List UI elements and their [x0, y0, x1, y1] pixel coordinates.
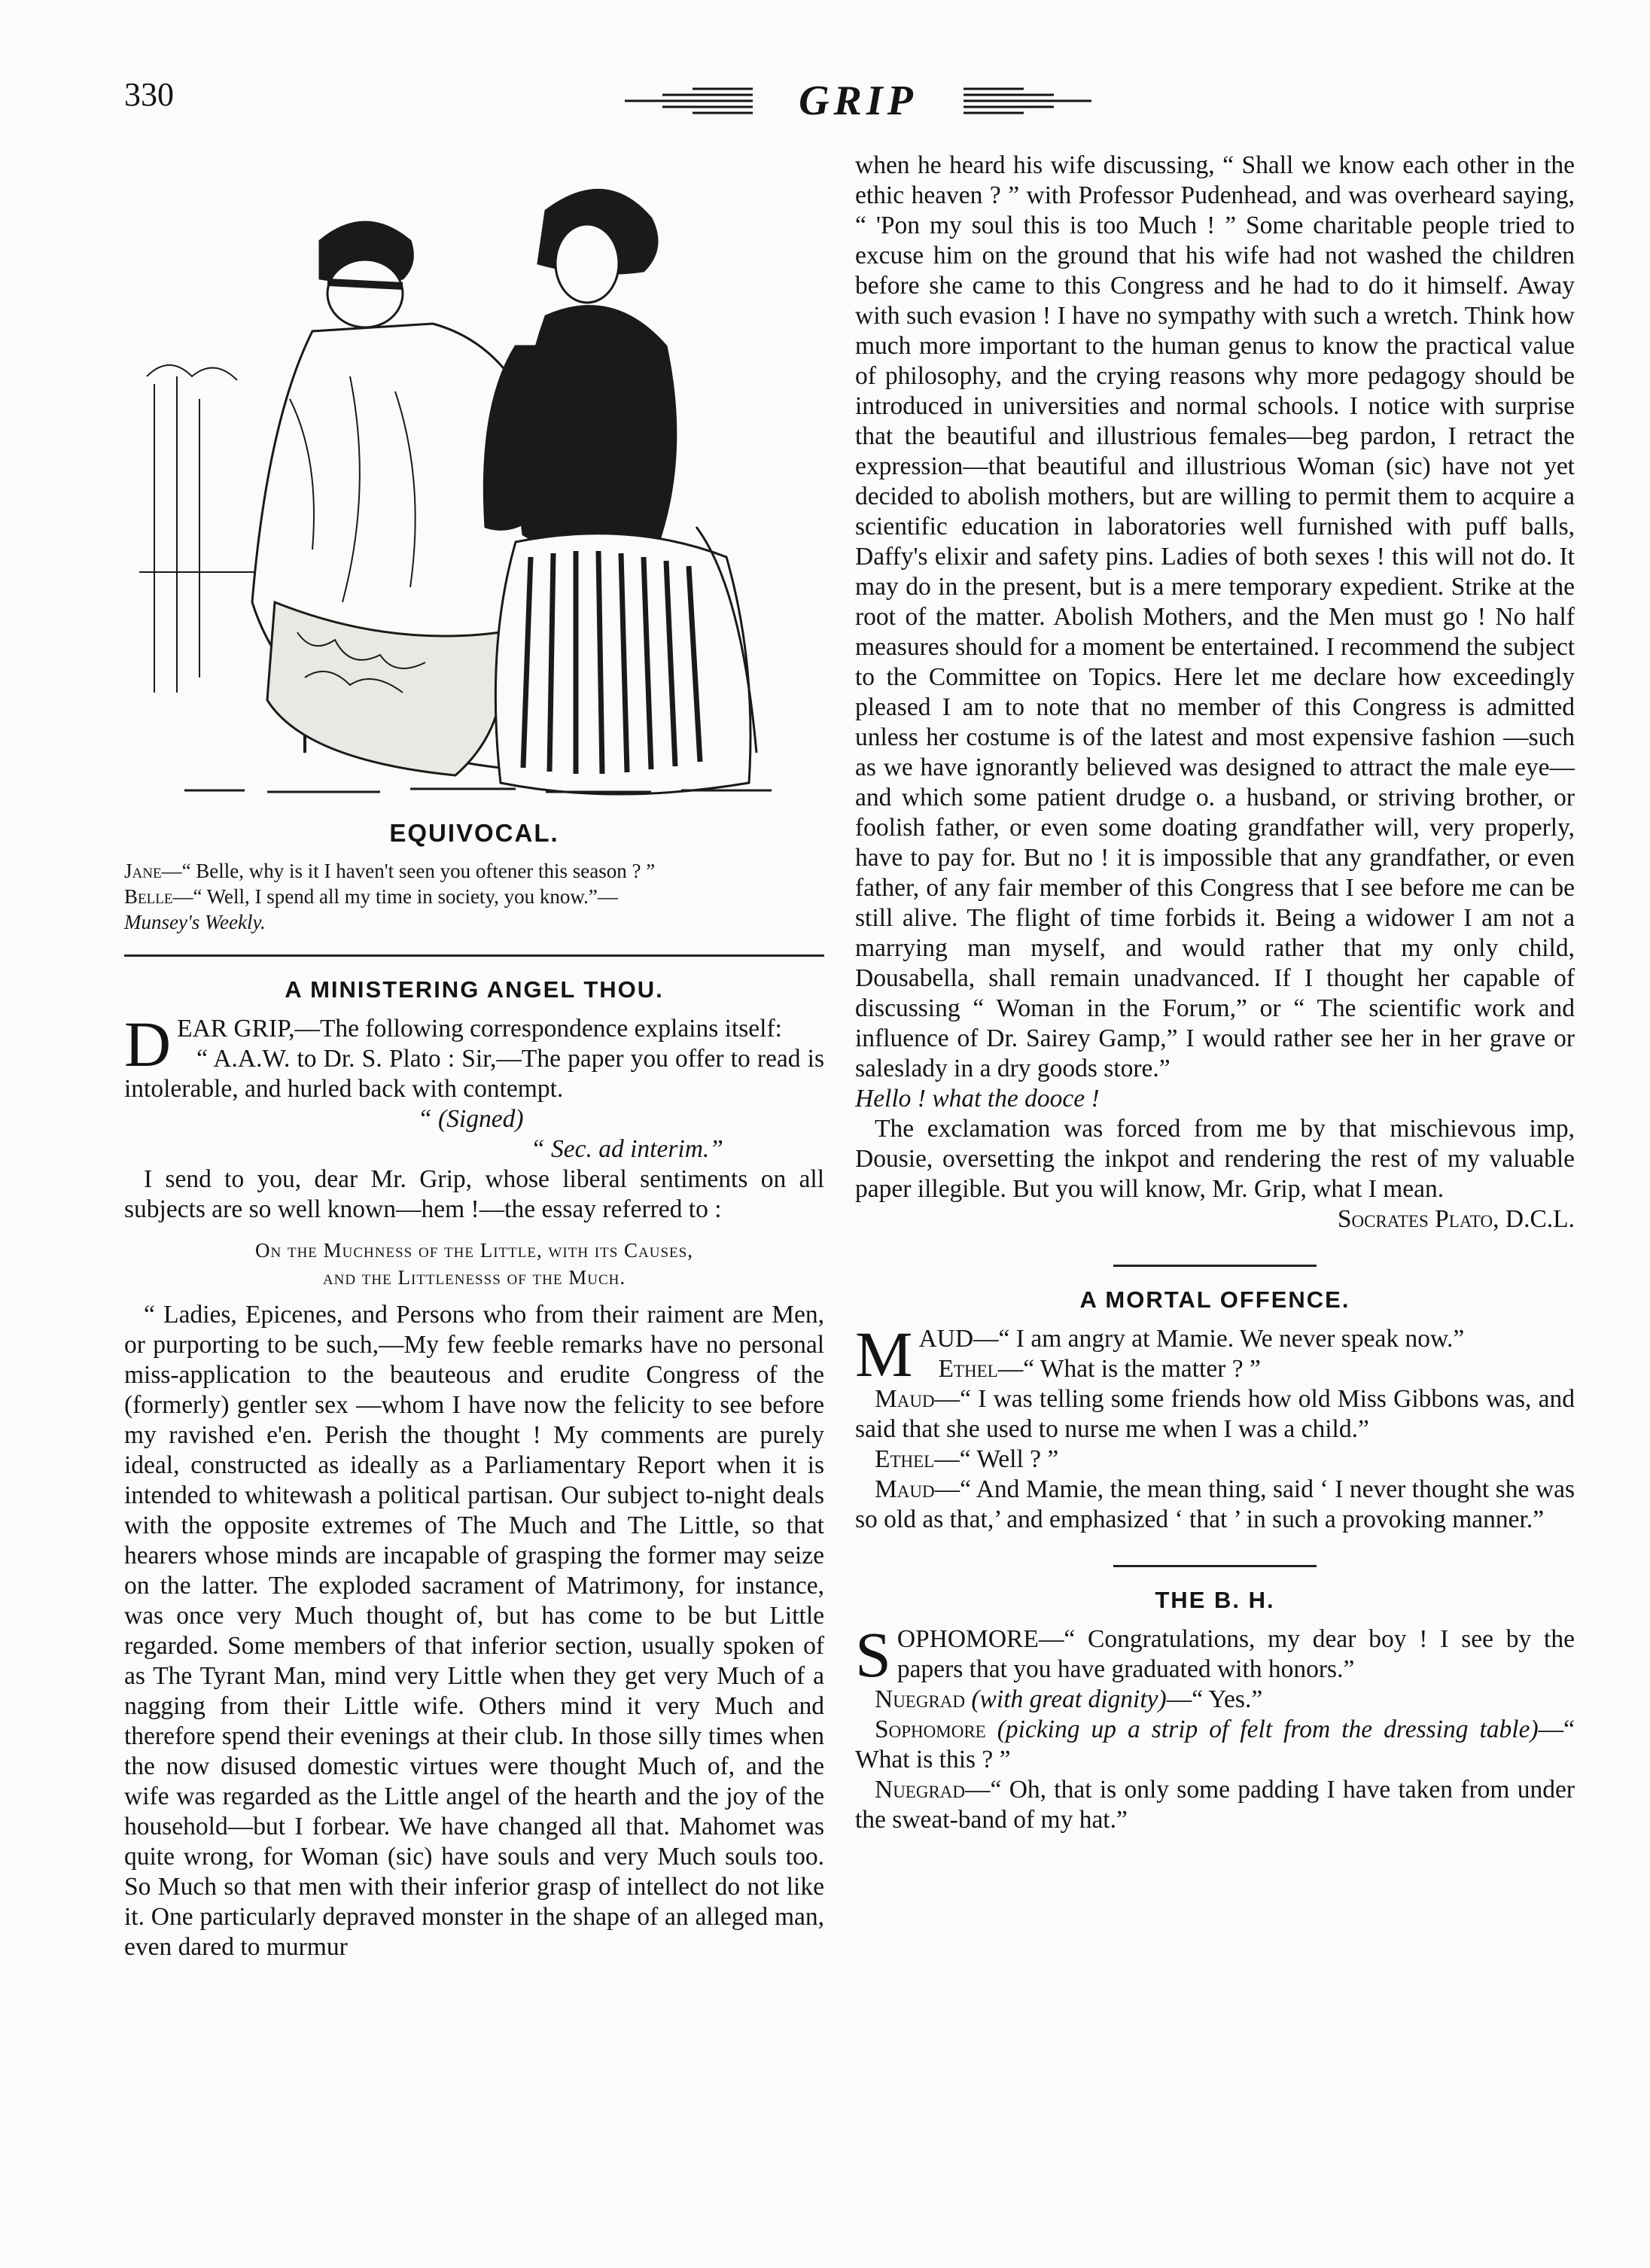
article1-sig2: “ Sec. ad interim.” — [531, 1135, 723, 1163]
caption-line-2: —“ Well, I spend all my time in society, you know.”— — [172, 885, 618, 908]
article1-sig1: “ (Signed) — [418, 1105, 524, 1133]
stage-direction-1: (with great dignity) — [971, 1685, 1167, 1713]
article-mortal-offence — [855, 1318, 1575, 1535]
essay-title-line-1: On the Muchness of the Little, with its Causes, — [255, 1239, 693, 1262]
dropcap-m: M — [855, 1318, 913, 1390]
article1-p3: I send to you, dear Mr. Grip, whose liberal sentiments on all subjects are so well known—hem !—the essay referred to : — [124, 1165, 824, 1223]
article-ministering-angel-left — [124, 1008, 824, 1962]
stage-direction-2: (picking up a strip of felt from the dressing table) — [997, 1715, 1539, 1743]
speaker-sophomore: Sophomore — [875, 1715, 986, 1743]
article-title-mortal-offence: A MORTAL OFFENCE. — [1079, 1286, 1350, 1313]
article1-p6: The exclamation was forced from me by that mischievous imp, Dousie, oversetting the inkpot and rendering the rest of my valuable paper illegible. But you will know, Mr. Grip, what I mean. — [855, 1115, 1575, 1203]
masthead — [617, 74, 1099, 126]
article2-l5: —“ And Mamie, the mean thing, said ‘ I never thought she was so old as that,’ and emphasized ‘ that ’ in such a provoking manner.” — [855, 1475, 1575, 1533]
right-column — [855, 151, 1575, 1835]
essay-title-line-2: and the Littlenesss of the Much. — [322, 1266, 626, 1289]
left-column — [124, 151, 824, 1962]
speaker-ethel-2: Ethel — [875, 1445, 935, 1473]
article2-l4: —“ Well ? ” — [934, 1445, 1059, 1473]
dropcap-s: S — [855, 1618, 891, 1691]
speaker-ethel: Ethel — [938, 1355, 998, 1383]
article2-l2: —“ What is the matter ? ” — [997, 1355, 1261, 1383]
article3-l1: OPHOMORE—“ Congratulations, my dear boy ! I see by the papers that you have graduated with honors.” — [897, 1625, 1575, 1683]
article2-l3: —“ I was telling some friends how old Miss Gibbons was, and said that she used to nurse me when I was a child.” — [855, 1385, 1575, 1443]
article1-p2: “ A.A.W. to Dr. S. Plato : Sir,—The paper you offer to read is intolerable, and hurled back with contempt. — [124, 1045, 824, 1103]
article1-p5: when he heard his wife discussing, “ Shall we know each other in the ethic heaven ? ” with Professor Pudenhead, and was overheard saying, “ 'Pon my soul this is too Much ! ” Some charitable people tried to excuse him on the ground that his wife had not washed the children before she came to this Congress and he had to do it himself. Away with such evasion ! I have no sympathy with such a wretch. Think how much more important to the human genus to know the practical value of philosophy, and the crying reasons why more pedagogy should be introduced in universities and normal schools. I notice with surprise that the beautiful and illustrious females—beg pardon, I retract the expression—that beautiful and illustrious Woman (sic) have not yet decided to abolish mothers, but are willing to permit them to acquire a scientific education in laboratories well furnished with puff balls, Daffy's elixir and safety pins. Ladies of both sexes ! this will not do. It may do in the present, but is a mere temporary expedient. Strike at the root of the matter. Abolish Mothers, and the Men must go ! No half measures should for a moment be entertained. I recommend the subject to the Committee on Topics. Here let me declare how exceedingly pleased I am to note that no member of this Congress is admitted unless her costume is of the latest and most expensive fashion —such as we have ignorantly believed was designed to attract the male eye—and which some patient drudge o. a husband, or striving brother, or foolish father, or even some doating grandfather will, very properly, have to pay for. But no ! it is impossible that any grandfather, or even father, of any fair member of this Congress that I see before me can be still alive. The flight of time forbids it. Being a widower I am not a marrying man myself, and would rather that my only child, Dousabella, shall remain unadvanced. If I thought her capable of discussing “ Woman in the Forum,” or “ The scientific work and influence of Dr. Sairey Gamp,” I would rather see her in her grave or saleslady in a dry goods store.” — [855, 151, 1575, 1082]
essay-title — [124, 1237, 824, 1291]
speaker-belle: Belle — [124, 885, 173, 908]
speaker-jane: Jane — [124, 860, 162, 882]
article1-p4: “ Ladies, Epicenes, and Persons who from their raiment are Men, or purporting to be such,—My few feeble remarks have no personal miss-application to the beauteous and erudite Congress of the (formerly) gentler sex —whom I have now the felicity to see before my ravished e'en. Perish the thought ! My comments are purely ideal, constructed as ideally as a Parliamentary Report when it is intended to whitewash a political partisan. Our subject to-night deals with the opposite extremes of The Much and The Little, so that hearers whose minds are incapable of grasping the former may seize on the latter. The exploded sacrament of Matrimony, for instance, was once very Much thought of, but has come to be but Little regarded. Some members of that inferior section, usually spoken of as The Tyrant Man, mind very Little when they get very Much of a nagging from their Little wife. Others mind it very Much and therefore spend their evenings at their club. In those silly times when the now disused domestic virtues were thought Much of, and the wife was regarded as the Little angel of the hearth and the joy of the household—but I forbear. We have changed all that. Mahomet was quite wrong, for Woman (sic) have souls and very Much souls too. So Much so that men with their inferior grasp of intellect do not like it. One particularly depraved monster in the shape of an alleged man, even dared to murmur — [124, 1301, 824, 1961]
speaker-maud-2: Maud — [875, 1475, 935, 1503]
article-title-ministering-angel: A MINISTERING ANGEL THOU. — [285, 976, 664, 1003]
article-bh — [855, 1618, 1575, 1835]
dropcap-d: D — [124, 1008, 172, 1080]
cartoon-drawing — [124, 151, 824, 805]
cartoon-illustration — [124, 151, 824, 805]
article3-l2: —“ Yes.” — [1166, 1685, 1263, 1713]
article1-signoff: Socrates Plato, D.C.L. — [1337, 1205, 1575, 1233]
article3-l3: —“ What is this ? ” — [855, 1715, 1575, 1773]
article-ministering-angel-right — [855, 151, 1575, 1234]
speaker-nuegrad-2: Nuegrad — [875, 1776, 966, 1804]
section-rule — [124, 954, 824, 957]
cartoon-caption — [124, 858, 824, 935]
article1-p1: EAR GRIP,—The following correspondence explains itself: — [177, 1015, 782, 1043]
section-rule-short — [1113, 1265, 1317, 1267]
page-number: 330 — [124, 76, 174, 113]
masthead-title: GRIP — [799, 78, 918, 124]
caption-line-1: —“ Belle, why is it I haven't seen you oftener this season ? ” — [161, 860, 656, 882]
article-title-bh: THE B. H. — [1155, 1587, 1275, 1613]
speaker-maud: Maud — [875, 1385, 935, 1413]
article1-exclaim: Hello ! what the dooce ! — [855, 1085, 1100, 1113]
speaker-nuegrad: Nuegrad — [875, 1685, 966, 1713]
article3-l4: —“ Oh, that is only some padding I have taken from under the sweat-band of my hat.” — [855, 1776, 1575, 1834]
section-rule-short-2 — [1113, 1565, 1317, 1567]
caption-source: Munsey's Weekly. — [124, 911, 266, 933]
cartoon-title: EQUIVOCAL. — [389, 819, 559, 847]
article2-l1: AUD—“ I am angry at Mamie. We never speak now.” — [918, 1325, 1465, 1353]
